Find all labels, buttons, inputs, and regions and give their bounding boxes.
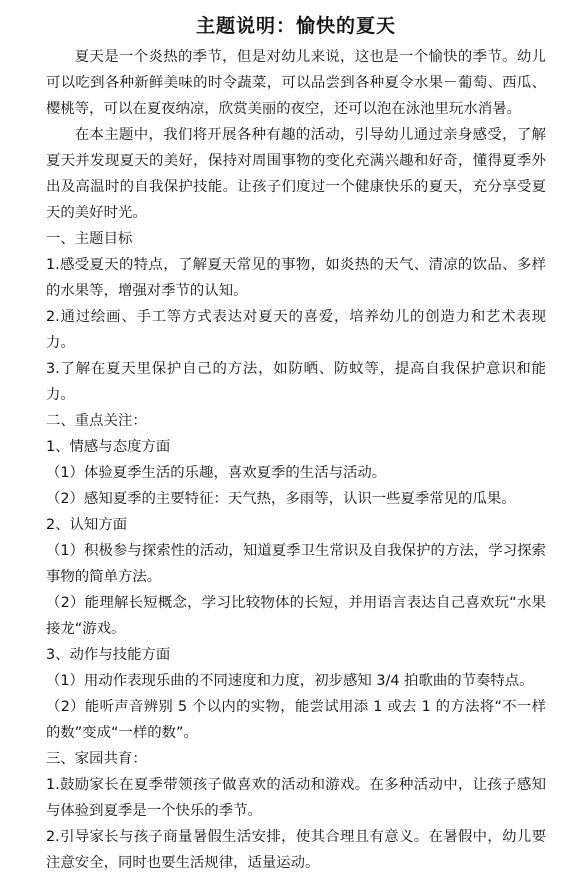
subsection-heading-emotion: 1、情感与态度方面 (46, 439, 171, 455)
goal-item-2: 2.通过绘画、手工等方式表达对夏天的喜爱，培养幼儿的创造力和艺术表现力。 (46, 309, 546, 351)
subsection-heading-cognition: 2、认知方面 (46, 517, 128, 533)
cognition-item-2: （2）能理解长短概念，学习比较物体的长短，并用语言表达自己喜欢玩“水果接龙“游戏。 (46, 595, 546, 637)
section-heading-goals: 一、主题目标 (46, 231, 133, 247)
section-heading-focus: 二、重点关注： (46, 413, 147, 429)
home-school-item-2: 2.引导家长与孩子商量暑假生活安排，使其合理且有意义。在暑假中，幼儿要注意安全，同时也要生活规律，适量运动。 (46, 829, 546, 871)
skills-item-2: （2）能听声音辨别 5 个以内的实物，能尝试用添 1 或去 1 的方法将“不一样的数”变成“一样的数”。 (46, 699, 546, 741)
emotion-item-1: （1）体验夏季生活的乐趣，喜欢夏季的生活与活动。 (46, 465, 387, 481)
intro-paragraph-2: 在本主题中，我们将开展各种有趣的活动，引导幼儿通过亲身感受，了解夏天并发现夏天的美好，保持对周围事物的变化充满兴趣和好奇，懂得夏季外出及高温时的自我保护技能。让孩子们度过一个健康快乐的夏天，充分享受夏天的美好时光。 (46, 127, 546, 221)
home-school-item-1: 1.鼓励家长在夏季带领孩子做喜欢的活动和游戏。在多种活动中，让孩子感知与体验到夏季是一个快乐的季节。 (46, 777, 546, 819)
subsection-heading-skills: 3、动作与技能方面 (46, 647, 171, 663)
section-heading-home-school: 三、家园共育： (46, 751, 147, 767)
emotion-item-2: （2）感知夏季的主要特征：天气热，多雨等，认识一些夏季常见的瓜果。 (46, 491, 516, 507)
intro-paragraph-1: 夏天是一个炎热的季节，但是对幼儿来说，这也是一个愉快的季节。幼儿可以吃到各种新鲜美味的时令蔬菜，可以品尝到各种夏令水果－葡萄、西瓜、樱桃等，可以在夏夜纳凉，欣赏美丽的夜空，还可以泡在泳池里玩水消暑。 (46, 49, 546, 117)
goal-item-3: 3.了解在夏天里保护自己的方法，如防晒、防蚊等，提高自我保护意识和能力。 (46, 361, 546, 403)
skills-item-1: （1）用动作表现乐曲的不同速度和力度，初步感知 3/4 拍歌曲的节奏特点。 (46, 673, 534, 689)
goal-item-1: 1.感受夏天的特点，了解夏天常见的事物，如炎热的天气、清凉的饮品、多样的水果等，增强对季节的认知。 (46, 257, 546, 299)
cognition-item-1: （1）积极参与探索性的活动，知道夏季卫生常识及自我保护的方法，学习探索事物的简单方法。 (46, 543, 546, 585)
document-title: 主题说明：愉快的夏天 (195, 15, 396, 37)
